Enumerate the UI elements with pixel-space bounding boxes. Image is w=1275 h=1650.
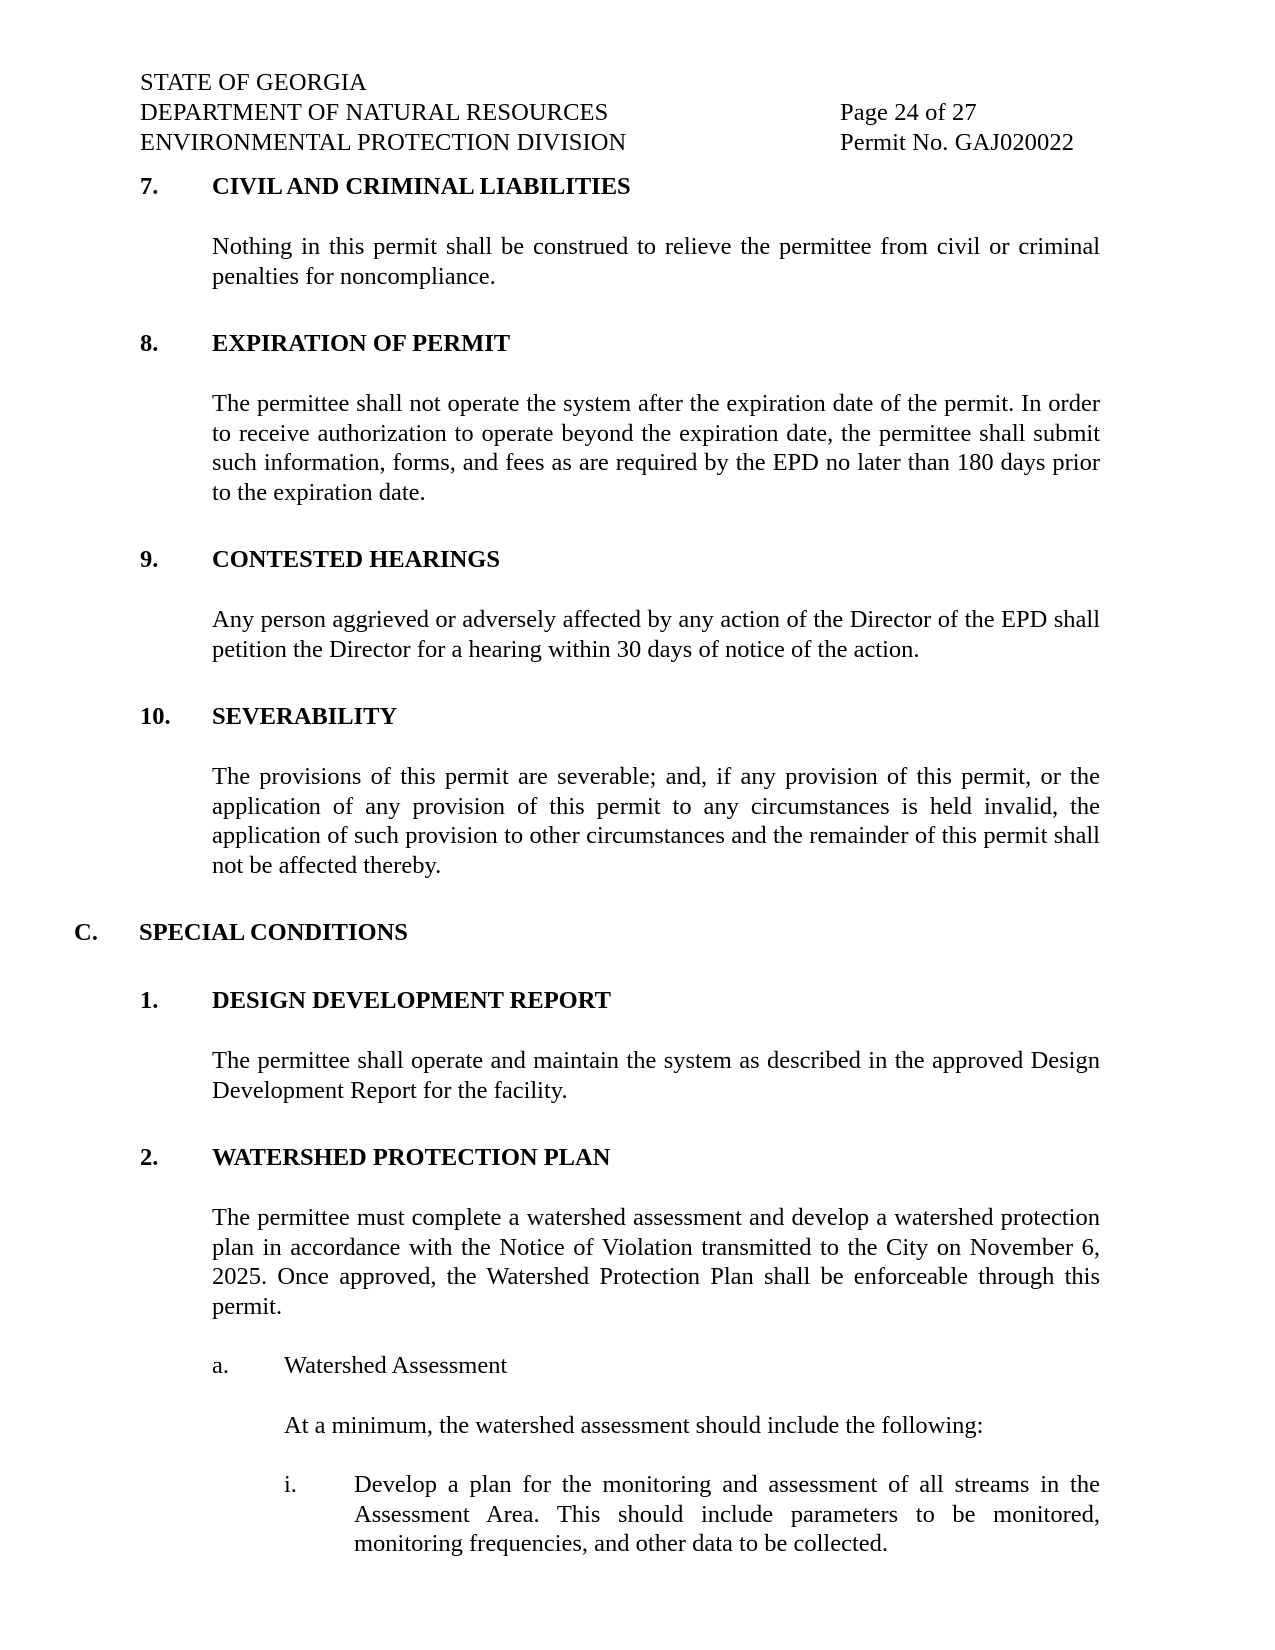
section-number-8: 8. bbox=[140, 330, 159, 357]
document-header bbox=[140, 68, 1100, 158]
subsection-watershed-assessment bbox=[212, 1351, 1100, 1381]
spacer bbox=[0, 1173, 1275, 1203]
spacer bbox=[0, 880, 1275, 918]
header-department-line: DEPARTMENT OF NATURAL RESOURCES bbox=[140, 99, 609, 126]
header-division-line: ENVIRONMENTAL PROTECTION DIVISION bbox=[140, 129, 627, 156]
subsection-marker-i: i. bbox=[284, 1471, 297, 1498]
spacer bbox=[0, 202, 1275, 232]
spacer bbox=[0, 664, 1275, 702]
section-body-7: Nothing in this permit shall be construed to relieve the permittee from civil or criminal penalties for noncompliance. bbox=[212, 233, 1100, 290]
section-heading-design-development-report bbox=[0, 986, 1275, 1016]
spacer bbox=[0, 1321, 1275, 1351]
section-title-8: EXPIRATION OF PERMIT bbox=[212, 330, 511, 357]
section-body-c2: The permittee must complete a watershed assessment and develop a watershed protection plan in accordance with the Notice of Violation transmitted to the City on November 6, 2025. Once approved, the Watershed Protection Plan shall be enforceable through this permit. bbox=[212, 1204, 1100, 1320]
page-number-label: Page 24 of 27 bbox=[840, 99, 977, 126]
header-state-line: STATE OF GEORGIA bbox=[140, 69, 367, 96]
section-title-7: CIVIL AND CRIMINAL LIABILITIES bbox=[212, 173, 631, 200]
subsection-intro-a: At a minimum, the watershed assessment should include the following: bbox=[284, 1411, 984, 1439]
spacer bbox=[0, 948, 1275, 986]
subsection-text-i: Develop a plan for the monitoring and assessment of all streams in the Assessment Area. This should include parameters to be monitored, monitoring frequencies, and other data to be collected. bbox=[354, 1471, 1100, 1557]
section-heading-special-conditions bbox=[0, 918, 1275, 948]
document-body bbox=[0, 172, 1275, 1559]
section-heading-contested-hearings bbox=[0, 545, 1275, 575]
section-letter-c: C. bbox=[74, 919, 98, 946]
section-body-8: The permittee shall not operate the system after the expiration date of the permit. In order to receive authorization to operate beyond the expiration date, the permittee shall submit such information, forms, and fees as are required by the EPD no later than 180 days prior to the expiration date. bbox=[212, 390, 1100, 506]
section-title-9: CONTESTED HEARINGS bbox=[212, 546, 500, 573]
header-page-info-block bbox=[840, 68, 1100, 158]
spacer bbox=[0, 507, 1275, 545]
section-heading-watershed-protection-plan bbox=[0, 1143, 1275, 1173]
spacer bbox=[0, 1381, 1275, 1411]
spacer bbox=[0, 1105, 1275, 1143]
section-title-c2: WATERSHED PROTECTION PLAN bbox=[212, 1144, 611, 1171]
section-title-10: SEVERABILITY bbox=[212, 703, 398, 730]
section-body-c1: The permittee shall operate and maintain the system as described in the approved Design Development Report for the facility. bbox=[212, 1047, 1100, 1104]
section-title-c: SPECIAL CONDITIONS bbox=[139, 919, 408, 946]
section-number-9: 9. bbox=[140, 546, 159, 573]
spacer bbox=[0, 575, 1275, 605]
header-agency-block bbox=[140, 68, 840, 158]
spacer bbox=[0, 1016, 1275, 1046]
spacer bbox=[0, 291, 1275, 329]
section-number-7: 7. bbox=[140, 173, 159, 200]
section-heading-severability bbox=[0, 702, 1275, 732]
section-heading-civil-criminal-liabilities bbox=[0, 172, 1275, 202]
spacer bbox=[0, 1440, 1275, 1470]
section-number-c2: 2. bbox=[140, 1144, 159, 1171]
section-title-c1: DESIGN DEVELOPMENT REPORT bbox=[212, 987, 611, 1014]
subsection-item-roman-i bbox=[284, 1470, 1100, 1559]
spacer bbox=[0, 732, 1275, 762]
section-number-10: 10. bbox=[140, 703, 171, 730]
subsection-marker-a: a. bbox=[212, 1352, 229, 1379]
section-heading-expiration-of-permit bbox=[0, 329, 1275, 359]
section-body-10: The provisions of this permit are severable; and, if any provision of this permit, or the application of any provision of this permit to any circumstances is held invalid, the application of such provision to other circumstances and the remainder of this permit shall not be affected thereby. bbox=[212, 763, 1100, 879]
permit-number-label: Permit No. GAJ020022 bbox=[840, 129, 1075, 156]
spacer bbox=[0, 359, 1275, 389]
subsection-title-a: Watershed Assessment bbox=[284, 1352, 508, 1379]
section-number-c1: 1. bbox=[140, 987, 159, 1014]
section-body-9: Any person aggrieved or adversely affected by any action of the Director of the EPD shall petition the Director for a hearing within 30 days of notice of the action. bbox=[212, 606, 1100, 663]
